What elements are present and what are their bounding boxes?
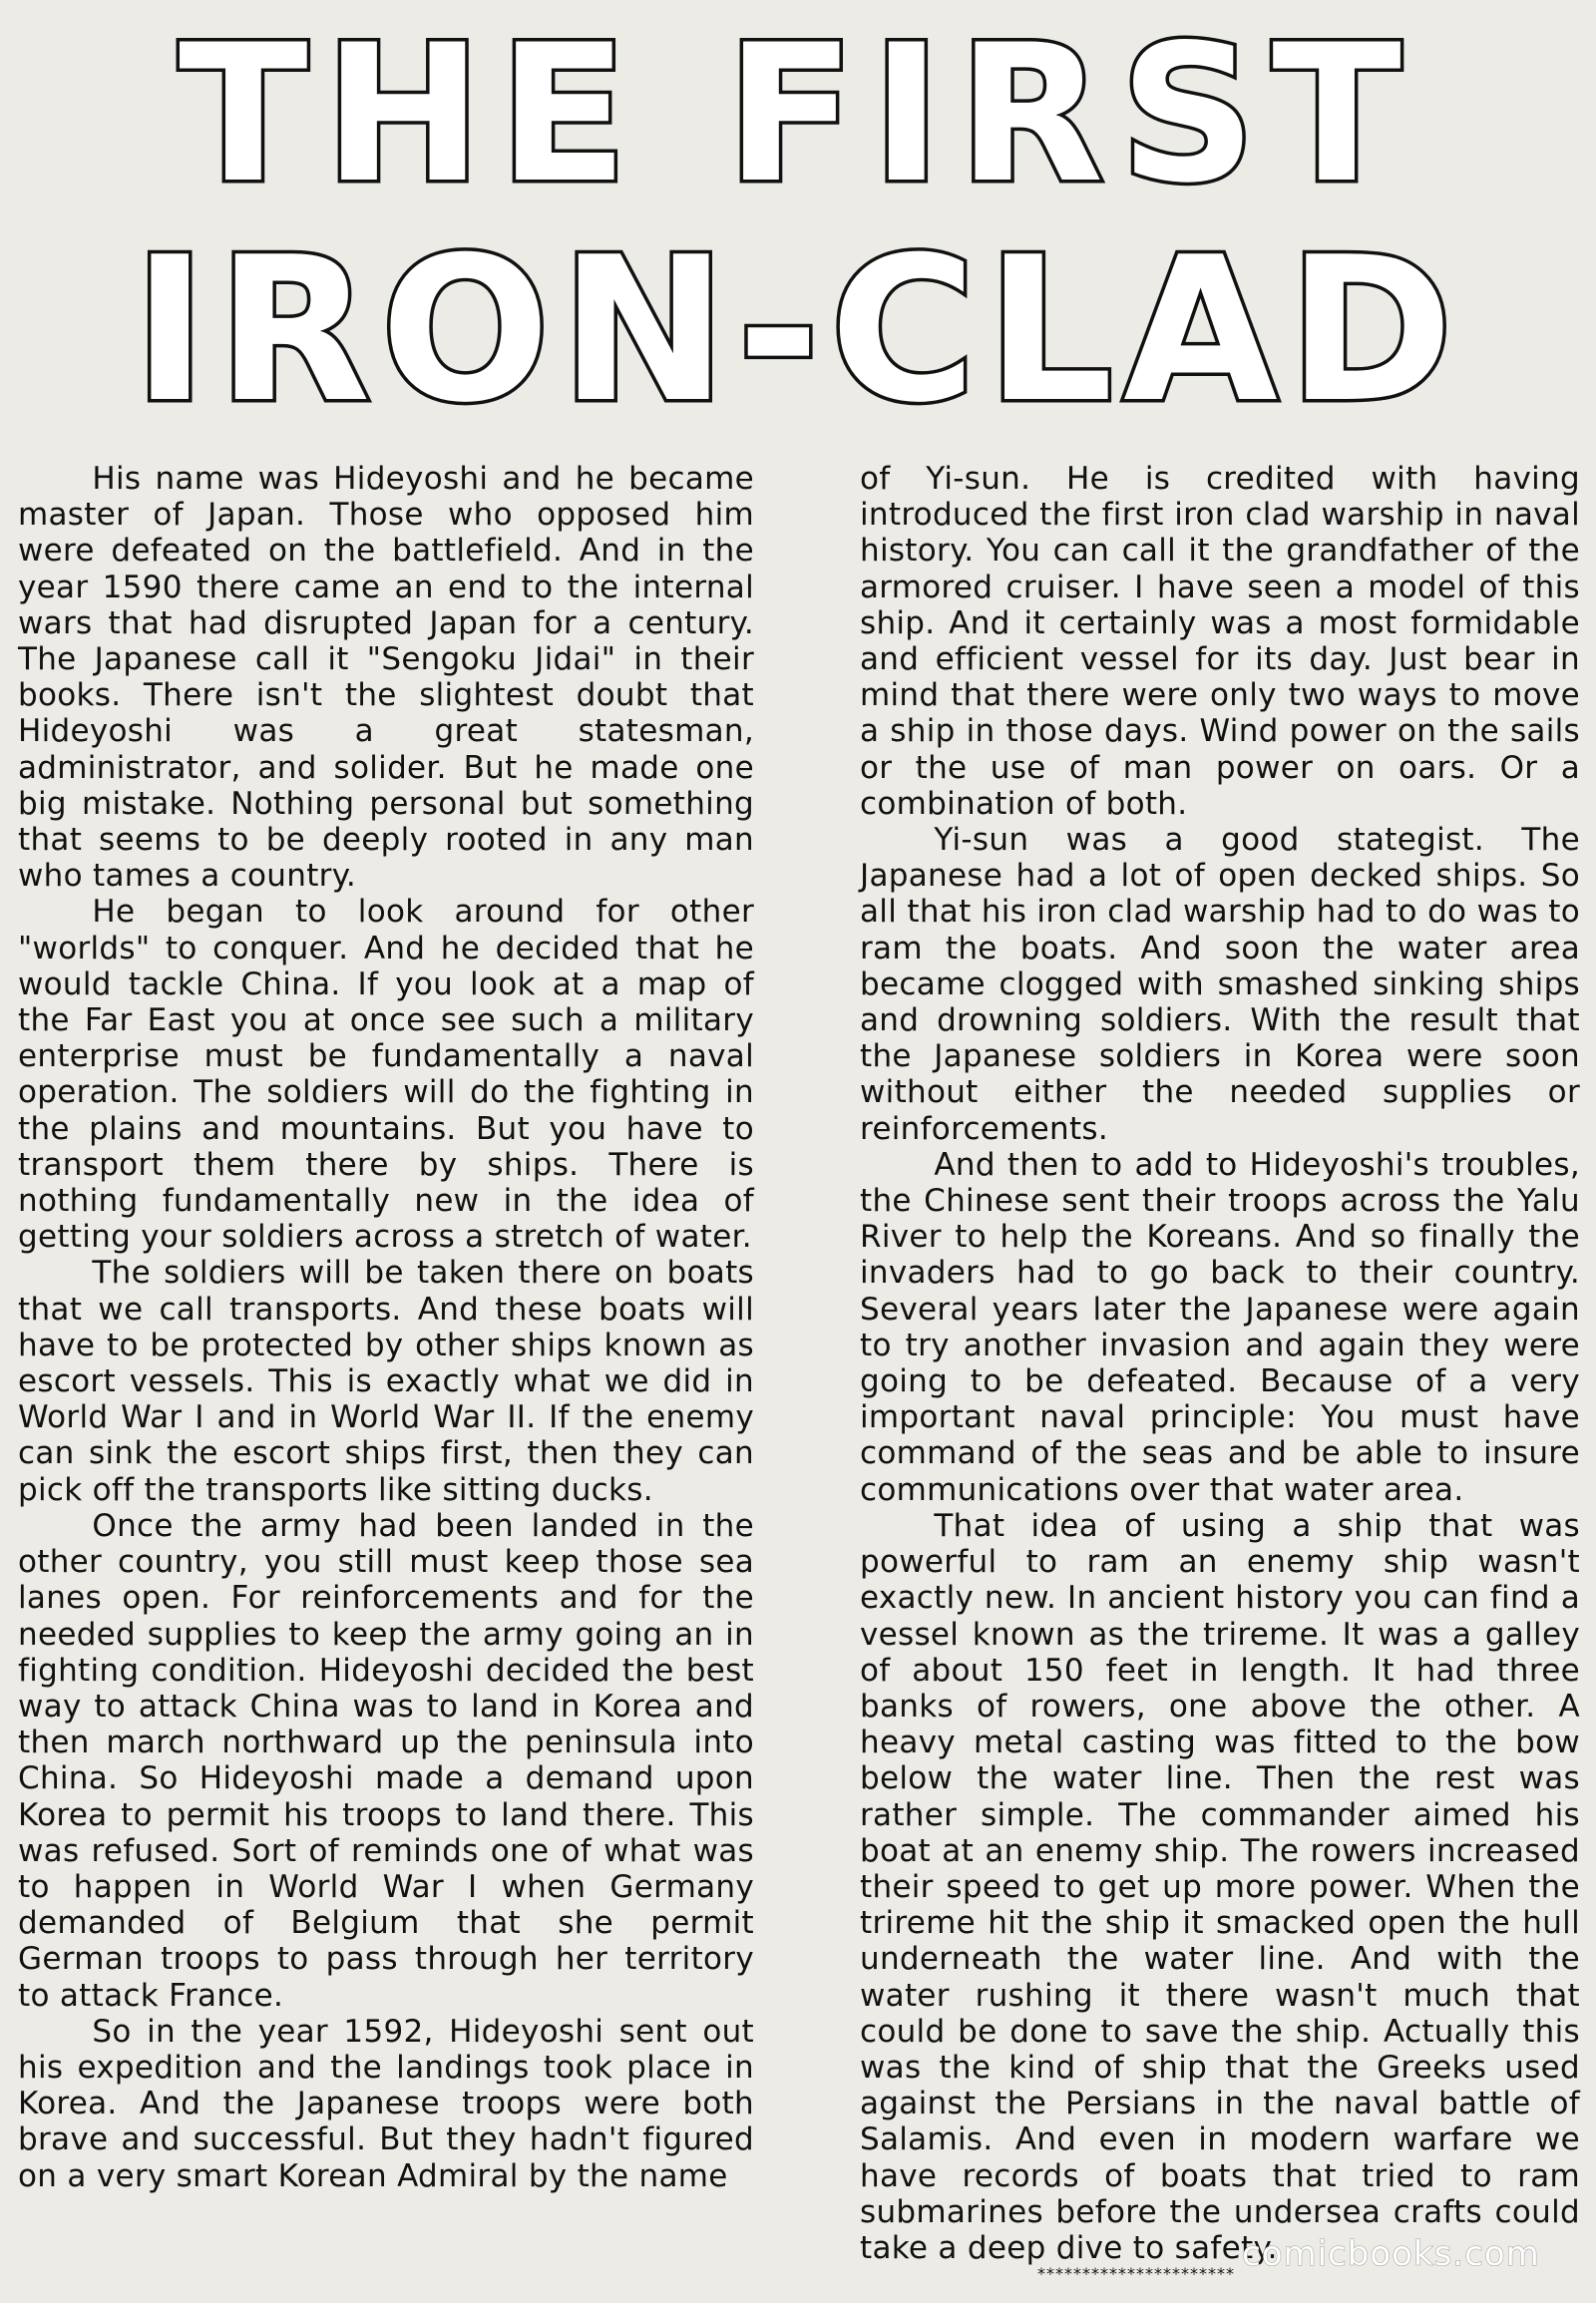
end-of-article-mark: ********************** [1037,2264,1235,2283]
paragraph: The soldiers will be taken there on boats that we call transports. And these boats will have to be protected by other ships known as escort vessels. This is exactly what we did in World War I and in World War II. If the enemy can sink the escort ships first, then they can pick off the transports like sitting ducks. [18,1255,754,1508]
headline-line-2: IRON-CLAD [133,214,1463,447]
site-watermark: comicbooks.com [1242,2234,1540,2274]
headline-line-1: THE FIRST [179,4,1417,224]
paragraph: His name was Hideyoshi and he became master of Japan. Those who opposed him were defeated on the battlefield. And in the year 1590 there came an end to the internal wars that had disrupted Japan for a century. The Japanese call it "Sengoku Jidai" in their books. There isn't the slightest doubt that Hideyoshi was a great statesman, administrator, and solider. But he made one big mistake. Nothing personal but something that seems to be deeply rooted in any man who tames a country. [18,461,754,895]
paragraph: He began to look around for other "worlds" to conquer. And he decided that he would tackle China. If you look at a map of the Far East you at once see such a military enterprise must be fundamentally a naval operation. The soldiers will do the fighting in the plains and mountains. But you have to transport them there by ships. There is nothing fundamentally new in the idea of getting your soldiers across a stretch of water. [18,894,754,1256]
paragraph: That idea of using a ship that was powerful to ram an enemy ship wasn't exactly new. In ancient history you can find a vessel known as the trireme. It was a galley of about 150 feet in length. It had three banks of rowers, one above the other. A heavy metal casting was fitted to the bow below the water line. Then the rest was rather simple. The commander aimed his boat at an enemy ship. The rowers increased their speed to get up more power. When the trireme hit the ship it smacked open the hull underneath the water line. And with the water rushing it there wasn't much that could be done to save the ship. Actually this was the kind of ship that the Greeks used against the Persians in the naval battle of Salamis. And even in modern warfare we have records of boats that tried to ram submarines before the undersea crafts could take a deep dive to safety. [860,1507,1580,2266]
paragraph: of Yi-sun. He is credited with having introduced the first iron clad warship in naval history. You can call it the grandfather of the armored cruiser. I have seen a model of this ship. And it certainly was a most formidable and efficient vessel for its day. Just bear in mind that there were only two ways to move a ship in those days. Wind power on the sails or the use of man power on oars. Or a combination of both. [860,461,1580,822]
article-column-right [860,461,1580,2266]
paragraph: And then to add to Hideyoshi's troubles, the Chinese sent their troops across the Yalu River to help the Koreans. And so finally the invaders had to go back to their country. Several years later the Japanese were again to try another invasion and again they were going to be defeated. Because of a very important naval principle: You must have command of the seas and be able to insure communications over that water area. [860,1146,1580,1508]
paragraph: Yi-sun was a good stategist. The Japanese had a lot of open decked ships. So all that his iron clad warship had to do was to ram the boats. And soon the water area became clogged with smashed sinking ships and drowning soldiers. With the result that the Japanese soldiers in Korea were soon without either the needed supplies or reinforcements. [860,822,1580,1147]
article-column-left [18,461,754,2194]
paragraph: So in the year 1592, Hideyoshi sent out his expedition and the landings took place in Korea. And the Japanese troops were both brave and successful. But they hadn't figured on a very smart Korean Admiral by the name [18,2013,754,2194]
paragraph: Once the army had been landed in the other country, you still must keep those sea lanes open. For reinforcements and for the needed supplies to keep the army going an in fighting condition. Hideyoshi decided the best way to attack China was to land in Korea and then march northward up the peninsula into China. So Hideyoshi made a demand upon Korea to permit his troops to land there. This was refused. Sort of reminds one of what was to happen in World War I when Germany demanded of Belgium that she permit German troops to pass through her territory to attack France. [18,1507,754,2014]
